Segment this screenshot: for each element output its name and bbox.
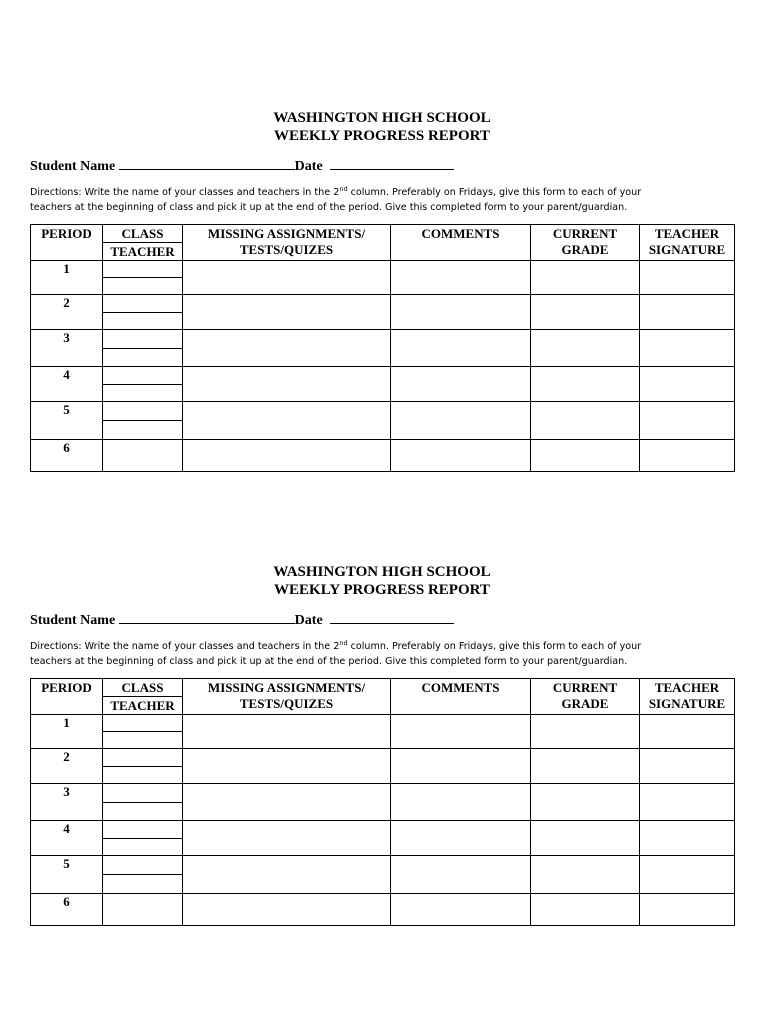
period-header: PERIOD (31, 679, 103, 715)
directions-ordinal: nd (339, 638, 348, 647)
period-number: 3 (31, 330, 103, 367)
teacher-header: TEACHER (103, 242, 182, 260)
current-grade-header (531, 679, 640, 715)
current-grade-cell (531, 749, 640, 784)
current-grade-cell (531, 821, 640, 856)
date-blank (330, 611, 454, 624)
teacher-blank (103, 385, 182, 401)
class-blank (103, 821, 182, 839)
teacher-signature-header (640, 679, 735, 715)
period-number: 5 (31, 856, 103, 894)
missing-assignments-cell (183, 894, 391, 926)
grade-header-line1: CURRENT (552, 226, 618, 241)
date-label: Date (294, 613, 323, 628)
class-blank (103, 715, 182, 732)
student-name-label: Student Name (30, 613, 116, 628)
table-row (31, 715, 735, 749)
class-blank (103, 295, 182, 313)
directions-text-a: Directions: Write the name of your classes and teachers in the 2 (30, 187, 340, 198)
class-teacher-cell (103, 749, 183, 784)
grade-header-line2: GRADE (561, 242, 609, 257)
class-blank (103, 856, 182, 875)
directions (30, 639, 734, 669)
class-header: CLASS (121, 680, 164, 695)
missing-assignments-header (183, 679, 391, 715)
teacher-signature-cell (640, 715, 735, 749)
teacher-blank (103, 803, 182, 820)
class-teacher-cell (103, 367, 183, 402)
class-teacher-cell (103, 330, 183, 367)
teacher-signature-header (640, 225, 735, 261)
student-name-blank (119, 611, 295, 624)
directions-text-c: teachers at the beginning of class and pick it up at the end of the period. Give this completed form to your parent/guardian. (30, 202, 628, 213)
teacher-blank (103, 875, 182, 893)
missing-assignments-header (183, 225, 391, 261)
school-name: WASHINGTON HIGH SCHOOL (273, 110, 491, 126)
missing-assignments-cell (183, 856, 391, 894)
missing-header-line2: TESTS/QUIZES (239, 696, 334, 711)
student-info-line (30, 157, 734, 176)
period-number: 2 (31, 295, 103, 330)
progress-table (30, 224, 735, 472)
progress-table (30, 678, 735, 926)
teacher-signature-cell (640, 894, 735, 926)
class-teacher-cell (103, 894, 183, 926)
comments-cell (391, 715, 531, 749)
missing-header-line1: MISSING ASSIGNMENTS/ (207, 680, 366, 695)
directions (30, 185, 734, 215)
teacher-signature-cell (640, 856, 735, 894)
teacher-signature-cell (640, 784, 735, 821)
missing-assignments-cell (183, 821, 391, 856)
teacher-signature-cell (640, 440, 735, 472)
current-grade-cell (531, 894, 640, 926)
table-row (31, 330, 735, 367)
directions-text-c: teachers at the beginning of class and pick it up at the end of the period. Give this completed form to your parent/guardian. (30, 656, 628, 667)
missing-header-line1: MISSING ASSIGNMENTS/ (207, 226, 366, 241)
grade-header-line1: CURRENT (552, 680, 618, 695)
comments-header: COMMENTS (391, 679, 531, 715)
teacher-signature-cell (640, 749, 735, 784)
signature-header-line1: TEACHER (654, 226, 720, 241)
class-teacher-header (103, 225, 183, 261)
teacher-blank (103, 349, 182, 366)
class-teacher-cell (103, 715, 183, 749)
period-number: 5 (31, 402, 103, 440)
teacher-blank (103, 767, 182, 783)
class-teacher-cell (103, 784, 183, 821)
missing-assignments-cell (183, 261, 391, 295)
period-number: 3 (31, 784, 103, 821)
missing-assignments-cell (183, 749, 391, 784)
table-row (31, 821, 735, 856)
directions-ordinal: nd (339, 184, 348, 193)
progress-report-form-1 (30, 109, 734, 472)
class-teacher-cell (103, 295, 183, 330)
period-header: PERIOD (31, 225, 103, 261)
class-blank (103, 261, 182, 278)
table-row (31, 261, 735, 295)
teacher-signature-cell (640, 330, 735, 367)
period-number: 1 (31, 261, 103, 295)
table-row (31, 440, 735, 472)
class-teacher-cell (103, 261, 183, 295)
missing-assignments-cell (183, 330, 391, 367)
comments-cell (391, 894, 531, 926)
current-grade-cell (531, 856, 640, 894)
class-header: CLASS (121, 226, 164, 241)
class-blank (103, 749, 182, 767)
comments-cell (391, 856, 531, 894)
class-blank (103, 330, 182, 349)
date-blank (330, 157, 454, 170)
class-blank (103, 784, 182, 803)
comments-cell (391, 440, 531, 472)
missing-assignments-cell (183, 402, 391, 440)
signature-header-line2: SIGNATURE (648, 696, 726, 711)
comments-cell (391, 821, 531, 856)
progress-report-form-2 (30, 563, 734, 926)
table-row (31, 749, 735, 784)
comments-cell (391, 261, 531, 295)
date-label: Date (294, 159, 323, 174)
comments-cell (391, 295, 531, 330)
current-grade-cell (531, 295, 640, 330)
teacher-signature-cell (640, 821, 735, 856)
directions-text-a: Directions: Write the name of your classes and teachers in the 2 (30, 641, 340, 652)
period-number: 4 (31, 367, 103, 402)
class-teacher-cell (103, 856, 183, 894)
signature-header-line1: TEACHER (654, 680, 720, 695)
directions-text-b: column. Preferably on Fridays, give this form to each of your (347, 187, 642, 198)
table-row (31, 856, 735, 894)
period-rows (31, 715, 735, 926)
current-grade-cell (531, 402, 640, 440)
teacher-signature-cell (640, 261, 735, 295)
current-grade-cell (531, 261, 640, 295)
class-teacher-cell (103, 821, 183, 856)
class-teacher-cell (103, 440, 183, 472)
current-grade-cell (531, 367, 640, 402)
current-grade-cell (531, 330, 640, 367)
teacher-blank (103, 313, 182, 329)
class-teacher-cell (103, 402, 183, 440)
class-blank (103, 367, 182, 385)
teacher-signature-cell (640, 402, 735, 440)
class-blank (103, 402, 182, 421)
missing-assignments-cell (183, 440, 391, 472)
comments-cell (391, 367, 531, 402)
period-number: 1 (31, 715, 103, 749)
missing-assignments-cell (183, 715, 391, 749)
school-name: WASHINGTON HIGH SCHOOL (273, 564, 491, 580)
current-grade-cell (531, 784, 640, 821)
grade-header-line2: GRADE (561, 696, 609, 711)
teacher-blank (103, 421, 182, 439)
student-info-line (30, 611, 734, 630)
report-title: WEEKLY PROGRESS REPORT (274, 128, 490, 144)
missing-assignments-cell (183, 784, 391, 821)
teacher-header: TEACHER (103, 696, 182, 714)
comments-cell (391, 330, 531, 367)
directions-text-b: column. Preferably on Fridays, give this form to each of your (347, 641, 642, 652)
comments-header: COMMENTS (391, 225, 531, 261)
student-name-blank (119, 157, 295, 170)
table-row (31, 894, 735, 926)
current-grade-cell (531, 715, 640, 749)
comments-cell (391, 402, 531, 440)
table-row (31, 295, 735, 330)
teacher-signature-cell (640, 367, 735, 402)
period-rows (31, 261, 735, 472)
teacher-blank (103, 839, 182, 855)
period-number: 2 (31, 749, 103, 784)
student-name-label: Student Name (30, 159, 116, 174)
period-number: 6 (31, 440, 103, 472)
teacher-blank (103, 278, 182, 294)
teacher-blank (103, 732, 182, 748)
missing-header-line2: TESTS/QUIZES (239, 242, 334, 257)
table-row (31, 784, 735, 821)
table-row (31, 367, 735, 402)
period-number: 4 (31, 821, 103, 856)
comments-cell (391, 749, 531, 784)
comments-cell (391, 784, 531, 821)
signature-header-line2: SIGNATURE (648, 242, 726, 257)
missing-assignments-cell (183, 295, 391, 330)
report-title: WEEKLY PROGRESS REPORT (274, 582, 490, 598)
missing-assignments-cell (183, 367, 391, 402)
class-teacher-header (103, 679, 183, 715)
table-row (31, 402, 735, 440)
current-grade-header (531, 225, 640, 261)
current-grade-cell (531, 440, 640, 472)
period-number: 6 (31, 894, 103, 926)
teacher-signature-cell (640, 295, 735, 330)
